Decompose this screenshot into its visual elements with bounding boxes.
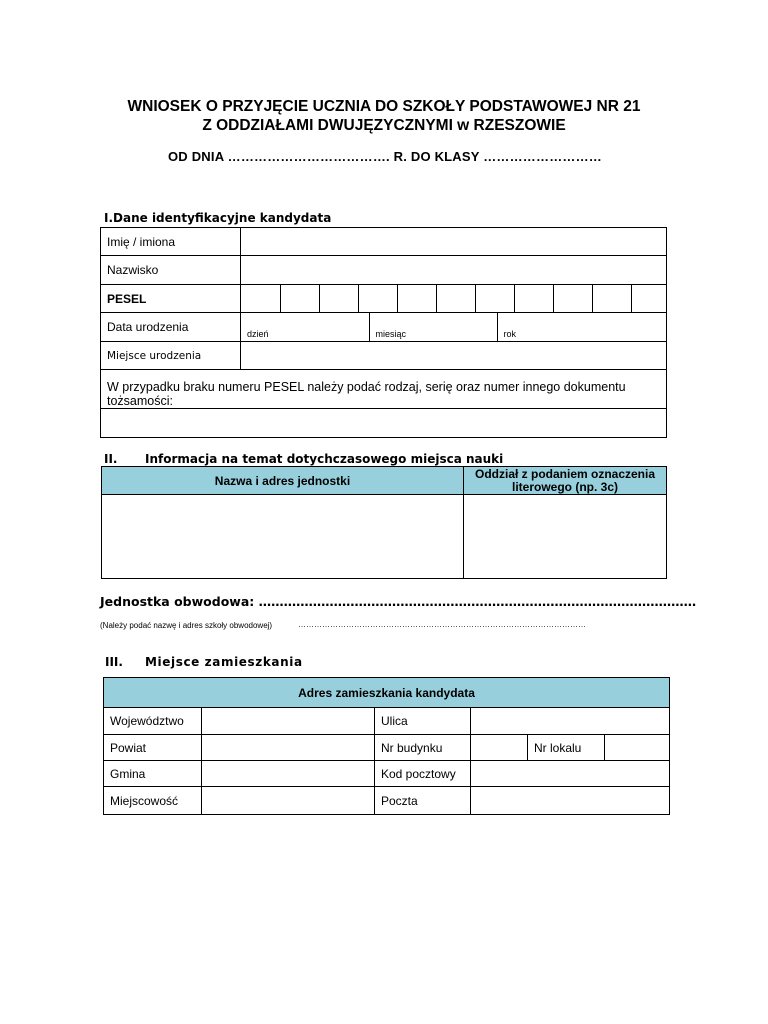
pesel-digit-field[interactable]	[554, 285, 593, 313]
pesel-digit-field[interactable]	[515, 285, 554, 313]
address-row-3	[104, 761, 670, 787]
identity-document-field[interactable]	[101, 409, 667, 438]
first-names-label: Imię / imiona	[101, 228, 241, 256]
city-field[interactable]	[202, 787, 375, 815]
pesel-digit-field[interactable]	[359, 285, 398, 313]
birth-date-label: Data urodzenia	[101, 313, 241, 342]
voivodeship-label: Województwo	[104, 708, 202, 735]
section2-heading: Informacja na temat dotychczasowego miejsca nauki	[145, 452, 504, 466]
address-table-header: Adres zamieszkania kandydata	[104, 678, 670, 708]
district-school-hint: (Należy podać nazwę i adres szkoły obwodowej)	[100, 621, 273, 630]
pesel-digit-field[interactable]	[398, 285, 437, 313]
street-field[interactable]	[471, 708, 670, 735]
previous-school-table	[101, 466, 667, 579]
post-office-field[interactable]	[471, 787, 670, 815]
municipality-field[interactable]	[202, 761, 375, 787]
pesel-digit-field[interactable]	[632, 285, 667, 313]
municipality-label: Gmina	[104, 761, 202, 787]
city-label: Miejscowość	[104, 787, 202, 815]
pesel-digit-field[interactable]	[476, 285, 515, 313]
pesel-digit-field[interactable]	[281, 285, 320, 313]
class-column-header: Oddział z podaniem oznaczenia literowego (np. 3c)	[464, 467, 667, 495]
class-designation-field[interactable]	[464, 495, 667, 579]
street-label: Ulica	[375, 708, 471, 735]
pesel-digit-field[interactable]	[241, 285, 281, 313]
birth-date-parts	[241, 313, 666, 341]
previous-school-header-row	[102, 467, 667, 495]
postal-code-label: Kod pocztowy	[375, 761, 471, 787]
birth-place-row	[101, 342, 667, 370]
section3-number: III.	[105, 655, 123, 669]
no-pesel-note: W przypadku braku numeru PESEL należy podać rodzaj, serię oraz numer innego dokumentu tożsamości:	[101, 370, 667, 409]
birth-date-row	[101, 313, 667, 342]
birth-place-label: Miejsce urodzenia	[101, 342, 241, 370]
apartment-number-label: Nr lokalu	[528, 735, 605, 761]
section1-heading: I.Dane identyfikacyjne kandydata	[104, 211, 332, 225]
address-header-row	[104, 678, 670, 708]
pesel-digit-field[interactable]	[437, 285, 476, 313]
surname-field[interactable]	[241, 256, 667, 285]
surname-label: Nazwisko	[101, 256, 241, 285]
postal-code-field[interactable]	[471, 761, 670, 787]
section3-heading: Miejsce zamieszkania	[145, 655, 303, 669]
first-names-field[interactable]	[241, 228, 667, 256]
school-name-address-field[interactable]	[102, 495, 464, 579]
address-row-2	[104, 735, 670, 761]
building-number-label: Nr budynku	[375, 735, 471, 761]
form-title-line2: Z ODDZIAŁAMI DWUJĘZYCZNYMI w RZESZOWIE	[202, 117, 566, 134]
voivodeship-field[interactable]	[202, 708, 375, 735]
form-title-line1: WNIOSEK O PRZYJĘCIE UCZNIA DO SZKOŁY PODSTAWOWEJ NR 21	[127, 98, 641, 115]
section2-number: II.	[104, 452, 118, 466]
birth-month-label: miesiąc	[375, 329, 407, 339]
apartment-number-field[interactable]	[605, 735, 670, 761]
identity-document-row	[101, 409, 667, 438]
birth-year-field[interactable]	[497, 313, 666, 341]
birth-year-label: rok	[503, 329, 517, 339]
address-row-1	[104, 708, 670, 735]
pesel-label: PESEL	[101, 285, 241, 313]
school-name-column-header: Nazwa i adres jednostki	[102, 467, 464, 495]
no-pesel-note-row	[101, 370, 667, 409]
pesel-digit-field[interactable]	[320, 285, 359, 313]
surname-row	[101, 256, 667, 285]
pesel-row	[101, 285, 667, 313]
previous-school-row	[102, 495, 667, 579]
residence-address-table	[103, 677, 670, 815]
birth-month-field[interactable]	[369, 313, 497, 341]
birth-day-label: dzień	[247, 329, 269, 339]
pesel-digit-field[interactable]	[593, 285, 632, 313]
candidate-identification-table	[100, 227, 667, 438]
district-school-dots[interactable]: ………………………………………………………………………………………………	[298, 620, 586, 629]
county-field[interactable]	[202, 735, 375, 761]
start-date-class-line: OD DNIA ………………………………. R. DO KLASY ………………………	[168, 149, 603, 164]
post-office-label: Poczta	[375, 787, 471, 815]
address-row-4	[104, 787, 670, 815]
building-number-field[interactable]	[471, 735, 528, 761]
birth-day-field[interactable]	[241, 313, 369, 341]
county-label: Powiat	[104, 735, 202, 761]
birth-place-field[interactable]	[241, 342, 667, 370]
district-school-line[interactable]: Jednostka obwodowa: ……………………………………………………………………………………………	[100, 594, 697, 609]
first-names-row	[101, 228, 667, 256]
